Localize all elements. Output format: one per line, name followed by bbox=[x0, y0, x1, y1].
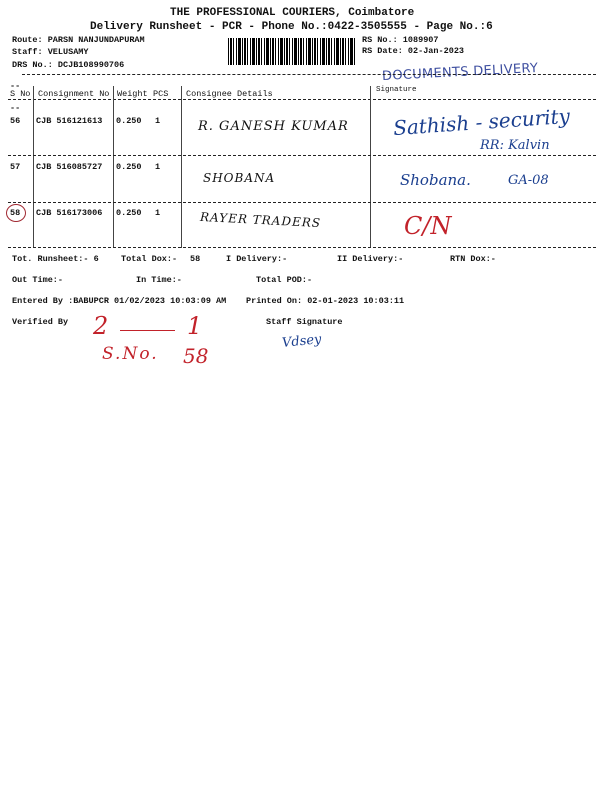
staff-label: Staff: VELUSAMY bbox=[12, 47, 89, 57]
row-signature: Sathish - security bbox=[392, 103, 571, 141]
rtn-dox: RTN Dox:- bbox=[450, 254, 496, 264]
col-signature: Signature bbox=[376, 86, 417, 94]
row-pcs: 1 bbox=[155, 162, 161, 172]
row-signature-note: RR: Kalvin bbox=[480, 138, 550, 153]
i-delivery: I Delivery:- bbox=[226, 254, 288, 264]
column-line bbox=[113, 86, 114, 248]
divider-dash: -- bbox=[10, 81, 21, 91]
row-consignment: CJB 516173006 bbox=[36, 208, 103, 218]
runsheet-title: Delivery Runsheet - PCR - Phone No.:0422-3505555 - Page No.:6 bbox=[90, 21, 493, 33]
staff-signature: Vdsey bbox=[281, 331, 323, 352]
hand-dash-line bbox=[120, 330, 175, 331]
col-consignee: Consignee Details bbox=[186, 89, 273, 99]
row-weight: 0.250 bbox=[116, 116, 142, 126]
column-line bbox=[181, 86, 182, 248]
row-consignee: SHOBANA bbox=[203, 171, 276, 185]
col-weight: Weight bbox=[117, 89, 148, 99]
divider-row bbox=[8, 202, 596, 203]
hand-count-right: 1 bbox=[187, 312, 203, 340]
col-pcs: PCS bbox=[153, 89, 169, 99]
row-sno: 56 bbox=[10, 116, 21, 126]
out-time: Out Time:- bbox=[12, 275, 64, 285]
route-label: Route: PARSN NANJUNDAPURAM bbox=[12, 35, 145, 45]
staff-signature-label: Staff Signature bbox=[266, 317, 343, 327]
row-sno: 58 bbox=[10, 208, 21, 218]
divider-header bbox=[8, 99, 596, 100]
row-signature: C/N bbox=[404, 212, 452, 240]
row-pcs: 1 bbox=[155, 208, 161, 218]
col-consignment: Consignment No bbox=[38, 89, 110, 99]
drs-number: DRS No.: DCJB108990706 bbox=[12, 60, 125, 70]
divider-top bbox=[22, 74, 596, 75]
rs-date: RS Date: 02-Jan-2023 bbox=[362, 46, 465, 56]
hand-sno: S.No. bbox=[102, 344, 159, 364]
barcode bbox=[228, 38, 356, 65]
column-line bbox=[33, 86, 34, 248]
row-signature: Shobana. bbox=[400, 171, 471, 189]
column-line bbox=[370, 86, 371, 248]
row-weight: 0.250 bbox=[116, 208, 142, 218]
hand-count-left: 2 bbox=[93, 312, 109, 340]
ii-delivery: II Delivery:- bbox=[337, 254, 404, 264]
total-dox-value: 58 bbox=[190, 254, 201, 264]
divider-row bbox=[8, 155, 596, 156]
printed-on: Printed On: 02-01-2023 10:03:11 bbox=[246, 296, 405, 306]
company-title: THE PROFESSIONAL COURIERS, Coimbatore bbox=[170, 7, 415, 19]
rs-number: RS No.: 1089907 bbox=[362, 35, 439, 45]
row-weight: 0.250 bbox=[116, 162, 142, 172]
hand-sno-value: 58 bbox=[183, 344, 209, 368]
row-pcs: 1 bbox=[155, 116, 161, 126]
row-consignment: CJB 516085727 bbox=[36, 162, 103, 172]
in-time: In Time:- bbox=[136, 275, 182, 285]
documents-delivery-stamp: DOCUMENTS DELIVERY bbox=[381, 60, 539, 85]
row-signature-note: GA-08 bbox=[508, 173, 549, 188]
row-consignee: RAYER TRADERS bbox=[199, 209, 322, 231]
divider-dash: -- bbox=[10, 103, 21, 113]
total-pod: Total POD:- bbox=[256, 275, 313, 285]
verified-by: Verified By bbox=[12, 317, 69, 327]
row-consignee: R. GANESH KUMAR bbox=[198, 119, 349, 134]
row-consignment: CJB 516121613 bbox=[36, 116, 103, 126]
row-sno: 57 bbox=[10, 162, 21, 172]
divider-row bbox=[8, 247, 596, 248]
entered-by: Entered By :BABUPCR 01/02/2023 10:03:09 AM bbox=[12, 296, 227, 306]
tot-runsheet: Tot. Runsheet:- 6 bbox=[12, 254, 99, 264]
total-dox-label: Total Dox:- bbox=[121, 254, 178, 264]
col-sno: S No bbox=[10, 89, 31, 99]
